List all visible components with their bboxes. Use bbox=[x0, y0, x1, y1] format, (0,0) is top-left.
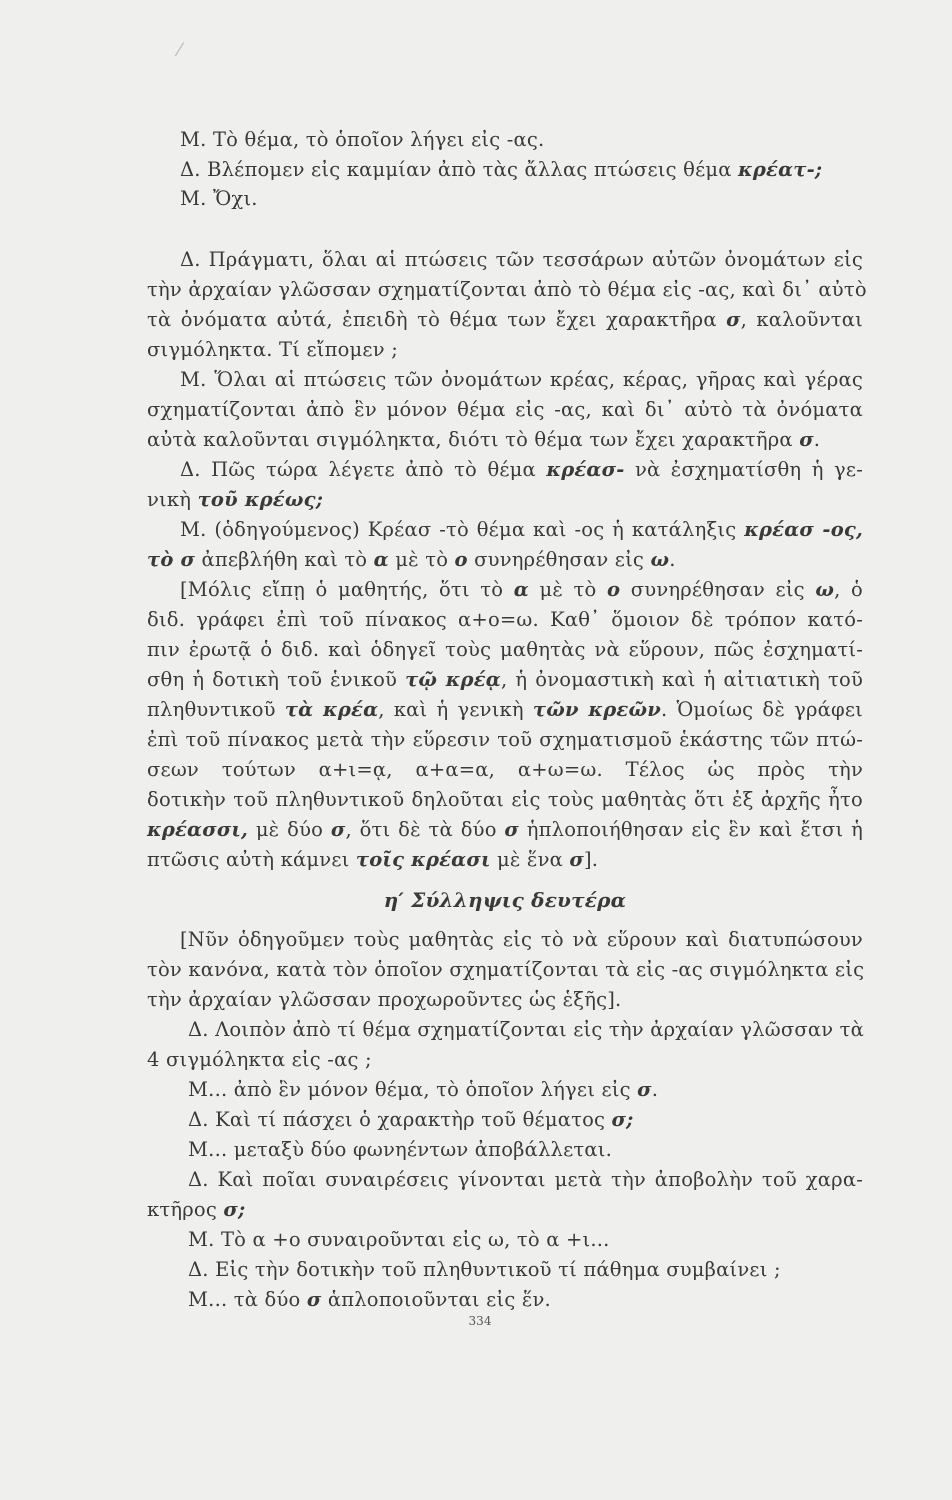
text-line bbox=[147, 486, 863, 514]
text-run: Δ. Καὶ τί πάσχει ὁ χαρακτὴρ τοῦ θέματος bbox=[188, 1108, 612, 1131]
text-line bbox=[188, 1016, 863, 1044]
bold-term: ο bbox=[607, 578, 621, 601]
text-run: πιν ἐρωτᾷ ὁ διδ. καὶ ὁδηγεῖ τοὺς μαθητὰς νὰ εὕρουν, πῶς ἐσχηματί- bbox=[147, 638, 863, 661]
text-run: Μ... μεταξὺ δύο φωνηέντων ἀποβάλλεται. bbox=[188, 1138, 612, 1161]
text-run: ἀπεβλήθη καὶ τὸ bbox=[195, 548, 374, 571]
text-line bbox=[188, 1286, 863, 1314]
text-run: , καλοῦνται bbox=[740, 308, 863, 331]
text-line bbox=[147, 666, 863, 694]
text-run: . Ὁμοίως δὲ γράφει bbox=[660, 698, 863, 721]
text-line bbox=[147, 696, 863, 724]
bold-term: σ bbox=[306, 1288, 322, 1311]
bold-term: σ bbox=[637, 1078, 652, 1101]
text-run: , καὶ ἡ γενικὴ bbox=[378, 698, 533, 721]
text-run: μὲ τὸ bbox=[388, 548, 455, 571]
bold-term: κρέασ -ος, bbox=[744, 518, 863, 541]
bold-term: τῷ κρέᾳ bbox=[405, 668, 501, 691]
text-run: πληθυντικοῦ bbox=[147, 698, 285, 721]
text-line bbox=[147, 846, 863, 874]
text-line bbox=[147, 276, 867, 304]
text-run: [Νῦν ὁδηγοῦμεν τοὺς μαθητὰς εἰς τὸ νὰ εὕρουν καὶ διατυπώσουν bbox=[180, 928, 863, 951]
text-line bbox=[188, 1106, 863, 1134]
text-line bbox=[147, 986, 863, 1014]
text-run: Μ... ἀπὸ ἓν μόνον θέμα, τὸ ὁποῖον λήγει εἰς bbox=[188, 1078, 638, 1101]
text-run: Δ. Βλέπομεν εἰς καμμίαν ἀπὸ τὰς ἄλλας πτώσεις θέμα bbox=[180, 158, 739, 181]
text-run: Μ... τὰ δύο bbox=[188, 1288, 307, 1311]
text-run: . bbox=[669, 548, 676, 571]
text-run: Δ. Πράγματι, ὅλαι αἱ πτώσεις τῶν τεσσάρων αὐτῶν ὀνομάτων εἰς bbox=[180, 248, 863, 271]
bold-term: ο bbox=[454, 548, 468, 571]
text-run: ]. bbox=[584, 848, 599, 871]
text-line bbox=[147, 756, 863, 784]
text-line bbox=[147, 546, 863, 574]
text-line bbox=[147, 636, 863, 664]
text-run: αὐτὰ καλοῦνται σιγμόληκτα, διότι τὸ θέμα των ἔχει χαρακτῆρα bbox=[147, 428, 800, 451]
bold-term: κρέασσι, bbox=[147, 818, 249, 841]
text-run: ἁπλοποιοῦνται εἰς ἕν. bbox=[321, 1288, 551, 1311]
text-run: μὲ ἕνα bbox=[490, 848, 570, 871]
text-line bbox=[147, 336, 863, 364]
text-run: κτῆρος bbox=[147, 1198, 224, 1221]
text-run: τὰ ὀνόματα αὐτά, ἐπειδὴ τὸ θέμα των ἔχει χαρακτῆρα bbox=[147, 308, 727, 331]
paper-mark-icon: ⁄ bbox=[178, 40, 182, 61]
bold-term: α bbox=[513, 578, 529, 601]
text-run: [Μόλις εἴπῃ ὁ μαθητής, ὅτι τὸ bbox=[180, 578, 514, 601]
text-run: συνηρέθησαν εἰς bbox=[467, 548, 651, 571]
text-line bbox=[180, 156, 863, 184]
text-line bbox=[188, 1226, 863, 1254]
text-line bbox=[180, 185, 863, 213]
text-line bbox=[147, 606, 863, 634]
text-run: , ἡ ὀνομαστικὴ καὶ ἡ αἰτιατικὴ τοῦ bbox=[501, 668, 863, 691]
text-line bbox=[188, 1166, 863, 1194]
text-line bbox=[147, 786, 863, 814]
text-line bbox=[180, 926, 863, 954]
text-run: τὴν ἀρχαίαν γλῶσσαν σχηματίζονται ἀπὸ τὸ θέμα εἰς -ας, καὶ δι᾽ αὐτὸ bbox=[147, 278, 867, 301]
text-run: πτῶσις αὐτὴ κάμνει bbox=[147, 848, 356, 871]
bold-term: σ; bbox=[223, 1198, 246, 1221]
text-run: , ὁ bbox=[834, 578, 863, 601]
bold-term: σ bbox=[504, 818, 519, 841]
text-run: Μ. (ὁδηγούμενος) Κρέασ -τὸ θέμα καὶ -ος ἡ κατάληξις bbox=[180, 518, 745, 541]
text-line bbox=[147, 426, 863, 454]
bold-term: σ bbox=[726, 308, 741, 331]
text-line bbox=[188, 1076, 863, 1104]
text-run: νὰ ἐσχηματίσθη ἡ γε- bbox=[624, 458, 864, 481]
text-line bbox=[180, 366, 863, 394]
text-run: . bbox=[813, 428, 821, 451]
bold-term: σ; bbox=[611, 1108, 634, 1131]
text-run: ἐπὶ τοῦ πίνακος μετὰ τὴν εὕρεσιν τοῦ σχηματισμοῦ ἑκάστης τῶν πτώ- bbox=[147, 728, 863, 751]
text-run: σεων τούτων α+ι=ᾳ, α+α=α, α+ω=ω. Τέλος ὡς πρὸς τὴν bbox=[147, 758, 863, 781]
bold-term: ω bbox=[815, 578, 835, 601]
bold-term: τὸ σ bbox=[147, 548, 196, 571]
bold-term: τῶν κρεῶν bbox=[532, 698, 661, 721]
text-line bbox=[180, 246, 863, 274]
text-run: , ὅτι δὲ τὰ δύο bbox=[345, 818, 505, 841]
bold-term: α bbox=[373, 548, 389, 571]
text-run: Δ. Λοιπὸν ἀπὸ τί θέμα σχηματίζονται εἰς τὴν ἀρχαίαν γλῶσσαν τὰ bbox=[188, 1018, 865, 1041]
text-run: συνηρέθησαν εἰς bbox=[620, 578, 816, 601]
text-run: Μ. Ὄχι. bbox=[180, 187, 258, 210]
text-line bbox=[188, 1136, 863, 1164]
text-line bbox=[147, 1046, 863, 1074]
bold-term: σ bbox=[569, 848, 584, 871]
text-line bbox=[147, 306, 863, 334]
text-run: Δ. Καὶ ποῖαι συναιρέσεις γίνονται μετὰ τὴν ἀποβολὴν τοῦ χαρα- bbox=[188, 1168, 863, 1191]
text-run: σθη ἡ δοτικὴ τοῦ ἑνικοῦ bbox=[147, 668, 406, 691]
text-run: Δ. Πῶς τώρα λέγετε ἀπὸ τὸ θέμα bbox=[180, 458, 547, 481]
text-line bbox=[147, 956, 863, 984]
text-run: μὲ τὸ bbox=[528, 578, 608, 601]
text-line bbox=[180, 456, 863, 484]
text-line bbox=[180, 126, 863, 154]
bold-term: σ bbox=[799, 428, 814, 451]
text-line bbox=[147, 816, 863, 844]
section-heading: η′ Σύλληψις δευτέρα bbox=[383, 888, 627, 912]
text-run: σιγμόληκτα. Τί εἴπομεν ; bbox=[147, 338, 398, 361]
text-line bbox=[147, 886, 863, 914]
text-line bbox=[180, 576, 863, 604]
text-line bbox=[188, 1256, 863, 1284]
text-line bbox=[180, 516, 863, 544]
bold-term: σ bbox=[330, 818, 346, 841]
text-line bbox=[147, 726, 863, 754]
text-run: σχηματίζονται ἀπὸ ἓν μόνον θέμα εἰς -ας, καὶ δι᾽ αὐτὸ τὰ ὀνόματα bbox=[147, 398, 863, 421]
bold-term: τοῖς κρέασι bbox=[355, 848, 491, 871]
text-run: δοτικὴν τοῦ πληθυντικοῦ δηλοῦται εἰς τοὺς μαθητὰς ὅτι ἐξ ἀρχῆς ἦτο bbox=[147, 788, 863, 811]
text-line bbox=[147, 396, 863, 424]
bold-term: ω bbox=[650, 548, 670, 571]
text-run: Μ. Ὅλαι αἱ πτώσεις τῶν ὀνομάτων κρέας, κέρας, γῆρας καὶ γέρας bbox=[180, 368, 863, 391]
text-run: νικὴ bbox=[147, 488, 198, 511]
text-run: . bbox=[651, 1078, 659, 1101]
text-run: ἡπλοποιήθησαν εἰς ἓν καὶ ἔτσι ἡ bbox=[519, 818, 864, 841]
text-run: μὲ δύο bbox=[248, 818, 331, 841]
bold-term: τοῦ κρέως; bbox=[197, 488, 324, 511]
bold-term: κρέασ- bbox=[546, 458, 625, 481]
text-line bbox=[147, 1196, 863, 1224]
bold-term: τὰ κρέα bbox=[284, 698, 379, 721]
text-run: Δ. Εἰς τὴν δοτικὴν τοῦ πληθυντικοῦ τί πάθημα συμβαίνει ; bbox=[188, 1258, 781, 1281]
text-run: τὴν ἀρχαίαν γλῶσσαν προχωροῦντες ὡς ἑξῆς]. bbox=[147, 988, 622, 1011]
page-number: 334 bbox=[468, 1314, 492, 1328]
text-run: τὸν κανόνα, κατὰ τὸν ὁποῖον σχηματίζονται τὰ εἰς -ας σιγμόληκτα εἰς bbox=[147, 958, 865, 981]
text-run: Μ. Τὸ α +ο συναιροῦνται εἰς ω, τὸ α +ι... bbox=[188, 1228, 610, 1251]
text-run: διδ. γράφει ἐπὶ τοῦ πίνακος α+ο=ω. Καθ᾽ ὅμοιον δὲ τρόπον κατό- bbox=[147, 608, 863, 631]
text-run: Μ. Τὸ θέμα, τὸ ὁποῖον λήγει εἰς -ας. bbox=[180, 128, 545, 151]
bold-term: κρέατ-; bbox=[738, 158, 823, 181]
text-run: 4 σιγμόληκτα εἰς -ας ; bbox=[147, 1048, 372, 1071]
